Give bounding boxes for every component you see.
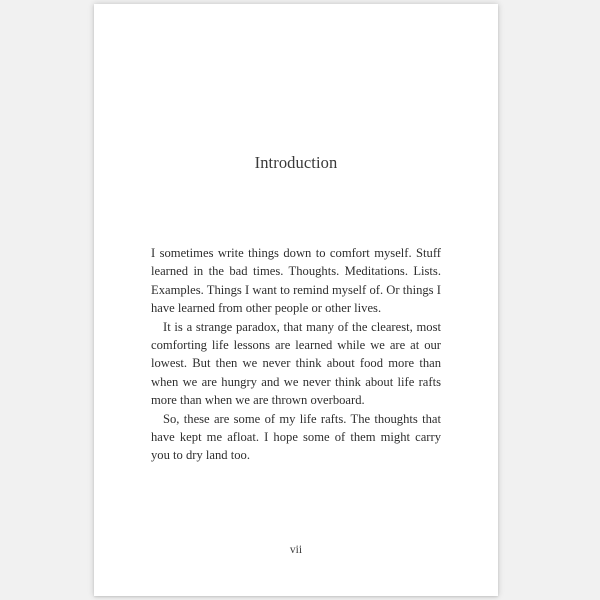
chapter-title: Introduction [254, 153, 338, 172]
paragraph-3: So, these are some of my life rafts. The thoughts that have kept me afloat. I hope some of them might carry you to dry land too. [151, 411, 441, 463]
body-text [151, 244, 441, 465]
paragraph-2: It is a strange paradox, that many of the clearest, most comforting life lessons are learned while we are at our lowest. But then we never think about food more than when we are hungry and we never think about life rafts more than when we are thrown overboard. [151, 319, 441, 408]
paragraph-1: I sometimes write things down to comfort myself. Stuff learned in the bad times. Thoughts. Meditations. Lists. Examples. Things I want to remind myself of. Or things I have learned from other people or other lives. [151, 246, 441, 316]
book-page [94, 4, 498, 596]
page-number: vii [289, 544, 303, 556]
